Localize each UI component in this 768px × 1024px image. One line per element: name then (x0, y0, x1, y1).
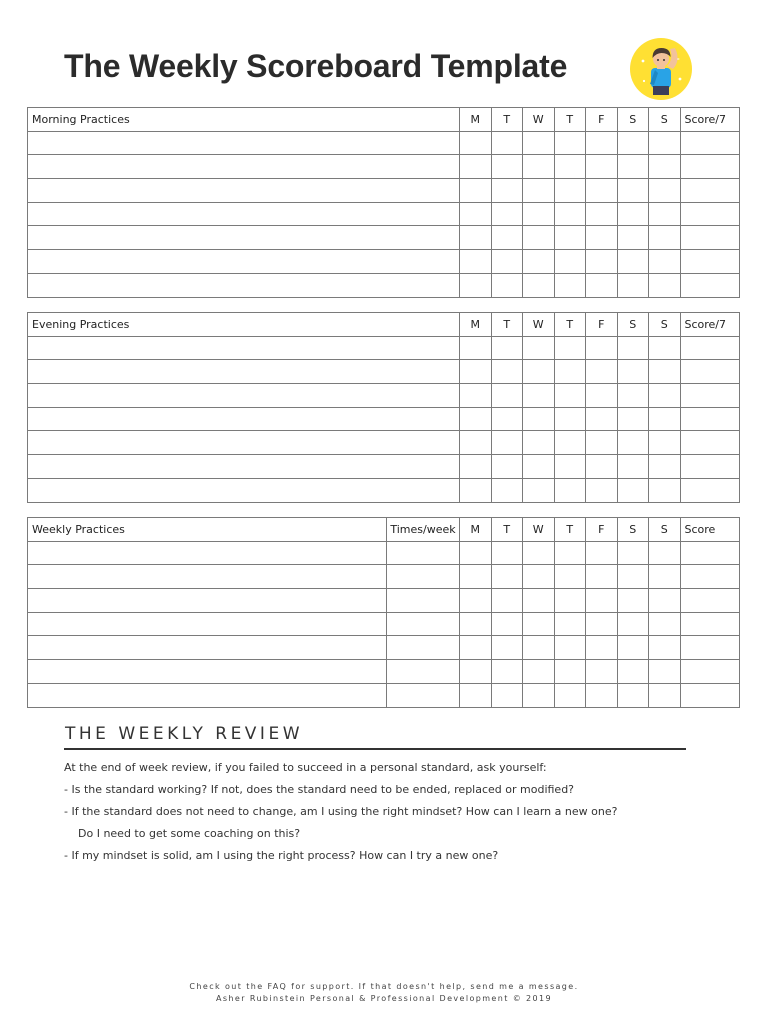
score-entry-cell[interactable] (586, 683, 618, 707)
score-entry-cell[interactable] (586, 226, 618, 250)
table-header-row (28, 313, 740, 337)
practice-entry-cell[interactable] (28, 384, 460, 408)
table-row (28, 612, 740, 636)
score-entry-cell[interactable] (554, 660, 586, 684)
table-row (28, 131, 740, 155)
table-row (28, 273, 740, 297)
score-entry-cell[interactable] (586, 131, 618, 155)
score-entry-cell[interactable] (491, 612, 523, 636)
score-entry-cell[interactable] (523, 683, 555, 707)
score-entry-cell[interactable] (554, 541, 586, 565)
score-entry-cell[interactable] (680, 407, 739, 431)
score-entry-cell[interactable] (460, 565, 492, 589)
evening-practices-table (27, 312, 740, 503)
score-entry-cell[interactable] (617, 565, 649, 589)
score-entry-cell[interactable] (617, 660, 649, 684)
score-header: Score/7 (680, 108, 739, 132)
score-entry-cell[interactable] (523, 384, 555, 408)
score-entry-cell[interactable] (617, 589, 649, 613)
score-entry-cell[interactable] (460, 131, 492, 155)
score-entry-cell[interactable] (680, 612, 739, 636)
score-entry-cell[interactable] (586, 273, 618, 297)
score-entry-cell[interactable] (586, 179, 618, 203)
weekly-practices-table (27, 517, 740, 708)
score-entry-cell[interactable] (523, 589, 555, 613)
score-entry-cell[interactable] (617, 455, 649, 479)
score-entry-cell[interactable] (649, 636, 681, 660)
score-entry-cell[interactable] (649, 683, 681, 707)
day-header-thu: T (554, 108, 586, 132)
table-row (28, 226, 740, 250)
score-entry-cell[interactable] (649, 407, 681, 431)
score-entry-cell[interactable] (491, 155, 523, 179)
score-entry-cell[interactable] (649, 612, 681, 636)
practice-entry-cell[interactable] (28, 541, 387, 565)
score-entry-cell[interactable] (387, 660, 460, 684)
day-header-wed: W (523, 108, 555, 132)
table-row (28, 541, 740, 565)
morning-practices-table (27, 107, 740, 298)
score-header: Score/7 (680, 313, 739, 337)
practice-entry-cell[interactable] (28, 478, 460, 502)
score-entry-cell[interactable] (491, 660, 523, 684)
table-row (28, 202, 740, 226)
weekly-rows (28, 541, 740, 707)
score-entry-cell[interactable] (680, 431, 739, 455)
score-entry-cell[interactable] (680, 565, 739, 589)
practice-entry-cell[interactable] (28, 612, 387, 636)
score-entry-cell[interactable] (617, 336, 649, 360)
table-row (28, 336, 740, 360)
score-entry-cell[interactable] (460, 179, 492, 203)
score-entry-cell[interactable] (649, 250, 681, 274)
score-entry-cell[interactable] (523, 565, 555, 589)
footer-support-note: Check out the FAQ for support. If that doesn't help, send me a message. (189, 982, 579, 991)
score-entry-cell[interactable] (586, 431, 618, 455)
score-entry-cell[interactable] (617, 636, 649, 660)
score-entry-cell[interactable] (586, 541, 618, 565)
score-entry-cell[interactable] (491, 478, 523, 502)
practice-entry-cell[interactable] (28, 565, 387, 589)
score-entry-cell[interactable] (554, 431, 586, 455)
score-entry-cell[interactable] (586, 478, 618, 502)
day-header-tue: T (491, 313, 523, 337)
day-header-sat: S (617, 518, 649, 542)
score-entry-cell[interactable] (554, 384, 586, 408)
score-entry-cell[interactable] (680, 541, 739, 565)
score-entry-cell[interactable] (649, 384, 681, 408)
table-row (28, 250, 740, 274)
score-entry-cell[interactable] (617, 683, 649, 707)
practice-entry-cell[interactable] (28, 336, 460, 360)
score-entry-cell[interactable] (491, 455, 523, 479)
practice-entry-cell[interactable] (28, 250, 460, 274)
score-entry-cell[interactable] (649, 336, 681, 360)
section-label-weekly: Weekly Practices (28, 518, 387, 542)
review-question: - Is the standard working? If not, does the standard need to be ended, replaced or modified? (64, 783, 575, 796)
score-entry-cell[interactable] (523, 131, 555, 155)
score-entry-cell[interactable] (586, 636, 618, 660)
score-entry-cell[interactable] (387, 612, 460, 636)
score-entry-cell[interactable] (460, 612, 492, 636)
score-entry-cell[interactable] (460, 360, 492, 384)
score-entry-cell[interactable] (680, 360, 739, 384)
score-entry-cell[interactable] (460, 660, 492, 684)
score-entry-cell[interactable] (649, 131, 681, 155)
practice-entry-cell[interactable] (28, 202, 460, 226)
table-row (28, 360, 740, 384)
day-header-sun: S (649, 518, 681, 542)
score-entry-cell[interactable] (523, 455, 555, 479)
score-entry-cell[interactable] (491, 541, 523, 565)
score-entry-cell[interactable] (649, 360, 681, 384)
practice-entry-cell[interactable] (28, 589, 387, 613)
practice-entry-cell[interactable] (28, 660, 387, 684)
score-entry-cell[interactable] (680, 131, 739, 155)
page-footer (0, 981, 768, 1005)
table-row (28, 155, 740, 179)
score-entry-cell[interactable] (649, 202, 681, 226)
score-entry-cell[interactable] (460, 431, 492, 455)
score-entry-cell[interactable] (586, 360, 618, 384)
practice-entry-cell[interactable] (28, 360, 460, 384)
day-header-mon: M (460, 518, 492, 542)
section-label-morning: Morning Practices (28, 108, 460, 132)
score-header: Score (680, 518, 739, 542)
score-entry-cell[interactable] (586, 155, 618, 179)
score-entry-cell[interactable] (617, 541, 649, 565)
score-entry-cell[interactable] (523, 179, 555, 203)
day-header-wed: W (523, 518, 555, 542)
score-entry-cell[interactable] (460, 541, 492, 565)
score-entry-cell[interactable] (586, 612, 618, 636)
person-raising-hand-avatar-icon (630, 38, 692, 100)
score-entry-cell[interactable] (387, 565, 460, 589)
table-row (28, 565, 740, 589)
score-entry-cell[interactable] (523, 273, 555, 297)
score-entry-cell[interactable] (680, 155, 739, 179)
score-entry-cell[interactable] (523, 202, 555, 226)
times-per-week-header: Times/week (387, 518, 460, 542)
score-entry-cell[interactable] (523, 636, 555, 660)
score-entry-cell[interactable] (680, 636, 739, 660)
score-entry-cell[interactable] (617, 202, 649, 226)
score-entry-cell[interactable] (491, 636, 523, 660)
table-row (28, 589, 740, 613)
score-entry-cell[interactable] (460, 336, 492, 360)
day-header-sat: S (617, 108, 649, 132)
score-entry-cell[interactable] (554, 683, 586, 707)
score-entry-cell[interactable] (523, 660, 555, 684)
day-header-wed: W (523, 313, 555, 337)
weekly-review-heading: THE WEEKLY REVIEW (65, 724, 303, 744)
table-row (28, 478, 740, 502)
score-entry-cell[interactable] (617, 478, 649, 502)
score-entry-cell[interactable] (680, 589, 739, 613)
score-entry-cell[interactable] (460, 636, 492, 660)
score-entry-cell[interactable] (586, 250, 618, 274)
score-entry-cell[interactable] (649, 660, 681, 684)
table-row (28, 660, 740, 684)
score-entry-cell[interactable] (680, 226, 739, 250)
day-header-sun: S (649, 108, 681, 132)
score-entry-cell[interactable] (460, 273, 492, 297)
day-header-thu: T (554, 518, 586, 542)
table-row (28, 407, 740, 431)
score-entry-cell[interactable] (554, 636, 586, 660)
score-entry-cell[interactable] (491, 589, 523, 613)
score-entry-cell[interactable] (491, 431, 523, 455)
score-entry-cell[interactable] (460, 407, 492, 431)
day-header-fri: F (586, 518, 618, 542)
score-entry-cell[interactable] (554, 226, 586, 250)
score-entry-cell[interactable] (617, 179, 649, 203)
practice-entry-cell[interactable] (28, 455, 460, 479)
score-entry-cell[interactable] (649, 541, 681, 565)
score-entry-cell[interactable] (617, 155, 649, 179)
practice-entry-cell[interactable] (28, 131, 460, 155)
score-entry-cell[interactable] (680, 202, 739, 226)
score-entry-cell[interactable] (649, 455, 681, 479)
score-entry-cell[interactable] (554, 155, 586, 179)
score-entry-cell[interactable] (491, 202, 523, 226)
score-entry-cell[interactable] (491, 565, 523, 589)
review-intro: At the end of week review, if you failed to succeed in a personal standard, ask yourself: (64, 761, 547, 774)
table-header-row (28, 108, 740, 132)
evening-rows (28, 336, 740, 502)
score-entry-cell[interactable] (491, 250, 523, 274)
day-header-sat: S (617, 313, 649, 337)
score-entry-cell[interactable] (554, 202, 586, 226)
score-entry-cell[interactable] (491, 179, 523, 203)
section-label-evening: Evening Practices (28, 313, 460, 337)
table-header-row (28, 518, 740, 542)
score-entry-cell[interactable] (649, 273, 681, 297)
score-entry-cell[interactable] (680, 273, 739, 297)
score-entry-cell[interactable] (586, 202, 618, 226)
score-entry-cell[interactable] (617, 407, 649, 431)
score-entry-cell[interactable] (680, 336, 739, 360)
score-entry-cell[interactable] (617, 273, 649, 297)
score-entry-cell[interactable] (460, 478, 492, 502)
score-entry-cell[interactable] (554, 478, 586, 502)
score-entry-cell[interactable] (554, 336, 586, 360)
score-entry-cell[interactable] (680, 478, 739, 502)
table-row (28, 455, 740, 479)
day-header-mon: M (460, 108, 492, 132)
practice-entry-cell[interactable] (28, 683, 387, 707)
score-entry-cell[interactable] (491, 336, 523, 360)
score-entry-cell[interactable] (586, 384, 618, 408)
score-entry-cell[interactable] (586, 660, 618, 684)
score-entry-cell[interactable] (523, 431, 555, 455)
score-entry-cell[interactable] (523, 541, 555, 565)
score-entry-cell[interactable] (460, 250, 492, 274)
score-entry-cell[interactable] (523, 250, 555, 274)
day-header-sun: S (649, 313, 681, 337)
score-entry-cell[interactable] (554, 179, 586, 203)
score-entry-cell[interactable] (491, 131, 523, 155)
score-entry-cell[interactable] (491, 273, 523, 297)
day-header-thu: T (554, 313, 586, 337)
score-entry-cell[interactable] (460, 226, 492, 250)
score-entry-cell[interactable] (586, 589, 618, 613)
score-entry-cell[interactable] (460, 202, 492, 226)
score-entry-cell[interactable] (554, 589, 586, 613)
score-entry-cell[interactable] (649, 478, 681, 502)
score-entry-cell[interactable] (617, 226, 649, 250)
review-question-continuation: Do I need to get some coaching on this? (78, 827, 301, 840)
review-question: - If my mindset is solid, am I using the right process? How can I try a new one? (64, 849, 499, 862)
score-entry-cell[interactable] (649, 155, 681, 179)
day-header-fri: F (586, 108, 618, 132)
score-entry-cell[interactable] (680, 250, 739, 274)
score-entry-cell[interactable] (554, 131, 586, 155)
footer-copyright: Asher Rubinstein Personal & Professional Development © 2019 (215, 994, 553, 1003)
score-entry-cell[interactable] (523, 407, 555, 431)
day-header-tue: T (491, 108, 523, 132)
score-entry-cell[interactable] (617, 360, 649, 384)
score-entry-cell[interactable] (680, 455, 739, 479)
score-entry-cell[interactable] (586, 336, 618, 360)
table-row (28, 636, 740, 660)
score-entry-cell[interactable] (523, 478, 555, 502)
table-row (28, 179, 740, 203)
score-entry-cell[interactable] (523, 336, 555, 360)
morning-rows (28, 131, 740, 297)
score-entry-cell[interactable] (491, 407, 523, 431)
section-divider (64, 748, 686, 750)
score-entry-cell[interactable] (523, 155, 555, 179)
score-entry-cell[interactable] (554, 612, 586, 636)
practice-entry-cell[interactable] (28, 226, 460, 250)
score-entry-cell[interactable] (554, 250, 586, 274)
score-entry-cell[interactable] (387, 541, 460, 565)
practice-entry-cell[interactable] (28, 636, 387, 660)
score-entry-cell[interactable] (523, 360, 555, 384)
score-entry-cell[interactable] (554, 455, 586, 479)
score-entry-cell[interactable] (586, 455, 618, 479)
score-entry-cell[interactable] (460, 455, 492, 479)
score-entry-cell[interactable] (680, 660, 739, 684)
table-row (28, 683, 740, 707)
score-entry-cell[interactable] (617, 384, 649, 408)
page-title: The Weekly Scoreboard Template (64, 48, 568, 84)
review-questions (64, 757, 704, 867)
practice-entry-cell[interactable] (28, 431, 460, 455)
score-entry-cell[interactable] (460, 589, 492, 613)
score-entry-cell[interactable] (617, 431, 649, 455)
score-entry-cell[interactable] (387, 589, 460, 613)
score-entry-cell[interactable] (680, 384, 739, 408)
score-entry-cell[interactable] (680, 683, 739, 707)
score-entry-cell[interactable] (649, 226, 681, 250)
score-entry-cell[interactable] (649, 565, 681, 589)
score-entry-cell[interactable] (554, 273, 586, 297)
score-entry-cell[interactable] (460, 683, 492, 707)
score-entry-cell[interactable] (491, 384, 523, 408)
score-entry-cell[interactable] (387, 683, 460, 707)
score-entry-cell[interactable] (617, 612, 649, 636)
score-entry-cell[interactable] (554, 360, 586, 384)
score-entry-cell[interactable] (586, 407, 618, 431)
day-header-tue: T (491, 518, 523, 542)
score-entry-cell[interactable] (680, 179, 739, 203)
practice-entry-cell[interactable] (28, 179, 460, 203)
score-entry-cell[interactable] (491, 226, 523, 250)
score-entry-cell[interactable] (387, 636, 460, 660)
day-header-mon: M (460, 313, 492, 337)
score-entry-cell[interactable] (554, 565, 586, 589)
score-entry-cell[interactable] (523, 612, 555, 636)
score-entry-cell[interactable] (460, 384, 492, 408)
score-entry-cell[interactable] (649, 589, 681, 613)
score-entry-cell[interactable] (649, 431, 681, 455)
practice-entry-cell[interactable] (28, 155, 460, 179)
score-entry-cell[interactable] (460, 155, 492, 179)
table-row (28, 384, 740, 408)
score-entry-cell[interactable] (586, 565, 618, 589)
score-entry-cell[interactable] (617, 131, 649, 155)
score-entry-cell[interactable] (491, 360, 523, 384)
score-entry-cell[interactable] (554, 407, 586, 431)
score-entry-cell[interactable] (523, 226, 555, 250)
score-entry-cell[interactable] (491, 683, 523, 707)
score-entry-cell[interactable] (617, 250, 649, 274)
practice-entry-cell[interactable] (28, 273, 460, 297)
table-row (28, 431, 740, 455)
practice-entry-cell[interactable] (28, 407, 460, 431)
day-header-fri: F (586, 313, 618, 337)
score-entry-cell[interactable] (649, 179, 681, 203)
review-question: - If the standard does not need to change, am I using the right mindset? How can I learn a new one? (64, 805, 618, 818)
